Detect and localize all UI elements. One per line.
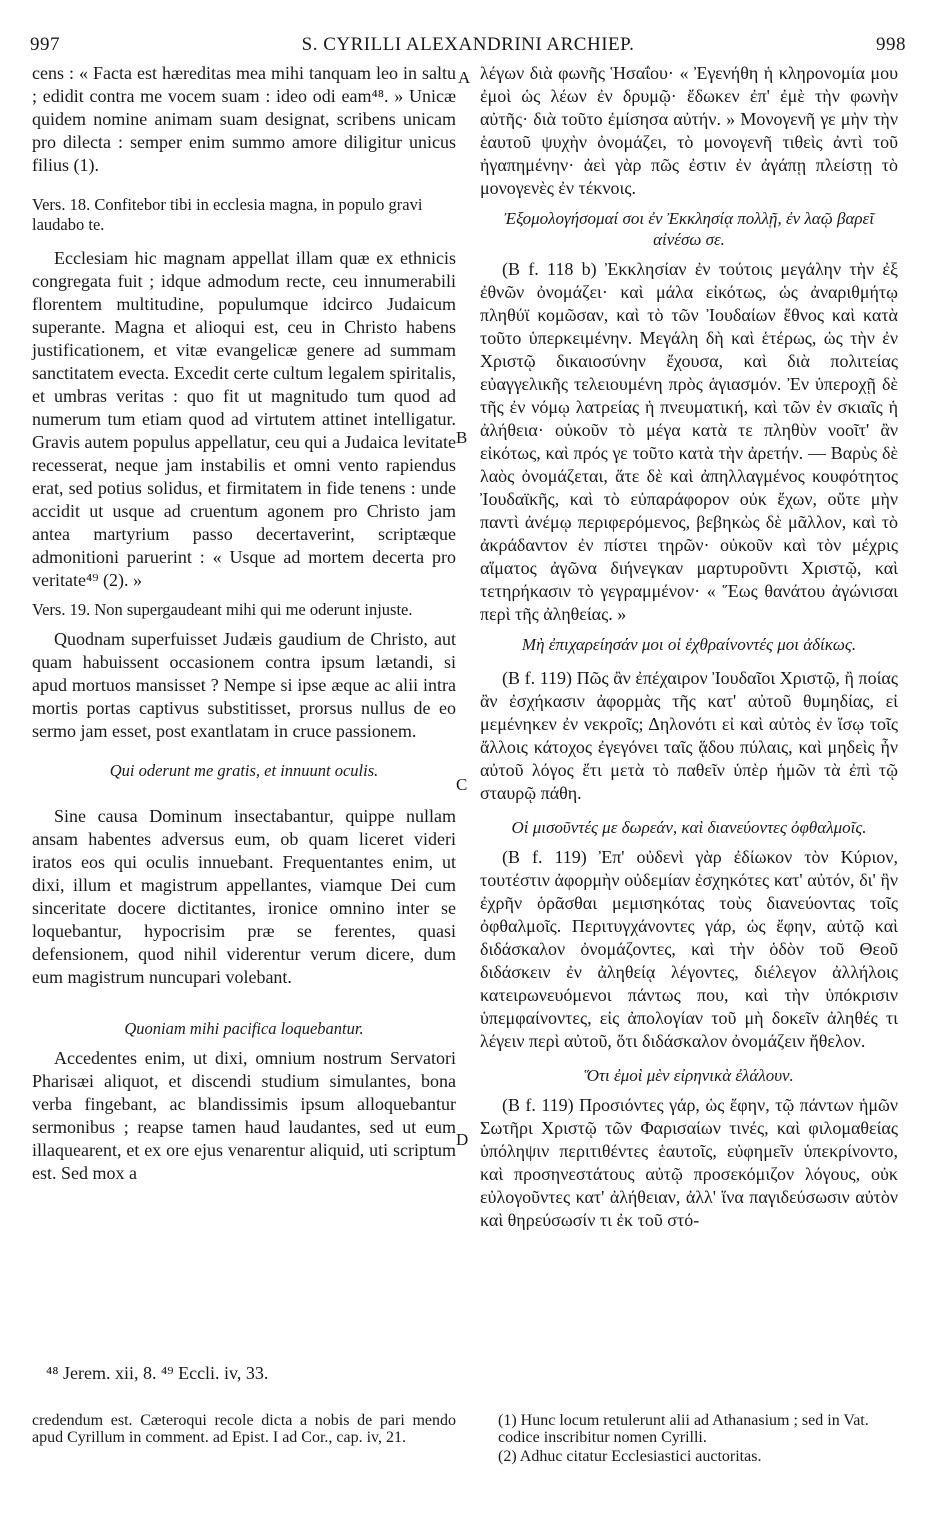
latin-paragraph-4: Sine causa Dominum insectabantur, quippe nullam ansam habentes adversus eum, ob quam liceret videri iratos eos qui oculis innuebant. Frequentantes enim, ut dixi, illum et magistrum appellantes, viamque Dei cum sinceritate docere dictitantes, ironice omnino inter se loquebantur, hypocrisim præ se ferentes, quasi defensionem, quod nihil viderentur verum dicere, dum eum magistrum nuncupari volebant. (32, 806, 456, 987)
page-header (30, 34, 906, 60)
greek-column (480, 62, 898, 1232)
footnote-1: (1) Hunc locum retulerunt alii ad Athanasium ; sed in Vat. codice inscribitur nomen Cyrilli. (498, 1412, 869, 1446)
margin-letter-d: D (456, 1130, 469, 1149)
margin-letter-b: B (456, 428, 468, 447)
latin-paragraph-1: cens : « Facta est hæreditas mea mihi tanquam leo in saltu ; edidit contra me vocem suam : ideo odi eam⁴⁸. » Unicæ quidem nomine animam suam designat, scribens unicam pro dilecta : semper enim summo amore diligitur unicus filius (1). (32, 63, 456, 175)
greek-verse-19: Μὴ ἐπιχαρείησάν μοι οἱ ἐχθραίνοντές μοι ἀδίκως. (521, 635, 857, 654)
greek-paragraph-2: (B f. 118 b) Ἐκκλησίαν ἐν τούτοις μεγάλην τὴν ἐξ ἐθνῶν ὀνομάζει· καὶ μάλα εἰκότως, ὡς ἀναριθμήτῳ πληθύϊ κομῶσαν, καὶ τὸ τῶν Ἰουδαίων ἔθνος καὶ κατὰ τοῦτο ὑπερκειμένην. Μεγάλη δὴ καὶ ἑτέρως, ὡς τὴν ἐν Χριστῷ δικαιοσύνην ἔχουσα, καὶ διὰ πολιτείας εὐαγγελικῆς τελειουμένη πρὸς ἁγιασμόν. Ἐν ὑπεροχῇ δὲ τῆς ἐν νόμῳ λατρείας ἡ πνευματική, καὶ τῶν ἐν σκιαῖς ἡ ἀλήθεια· οὐκοῦν τὸ μέγα κατὰ τε πληθὺν νοοῖτ' ἂν εἰκότως, καὶ πρός γε τοῦτο κατὰ τὴν ἀρετήν. — Βαρὺς δὲ λαὸς ὀνομάζεται, ἅτε δὲ καὶ ἀπηλλαγμένος κουφότητος Ἰουδαϊκῆς, καὶ τὸ εὐπαράφορον οὐκ ἔχων, οὔτε μὴν παντὶ ἀνέμῳ περιφερόμενος, βεβηκὼς δὲ μᾶλλον, καὶ τὸ ἀκράδαντον ἐν πίστει τηρῶν· οὐκοῦν καὶ τὸν μέχρις αἵματος ἀγῶνα διήνεγκαν μαρτυροῦντι Χριστῷ, καὶ τετηρήκασιν τὸ γεγραμμένον· « Ἕως θανάτου ἀγώνισαι περὶ τῆς ἀληθείας. » (480, 259, 898, 624)
margin-letter-a: A (458, 68, 471, 87)
latin-verse-18: Vers. 18. Confitebor tibi in ecclesia magna, in populo gravi laudabo te. (32, 195, 423, 234)
greek-verse-18: Ἐξομολογήσομαί σοι ἐν Ἐκκλησίᾳ πολλῇ, ἐν λαῷ βαρεῖ αἰνέσω σε. (504, 209, 874, 249)
greek-verse-20: Ὅτι ἐμοὶ μὲν εἰρηνικὰ ἐλάλουν. (584, 1066, 794, 1085)
greek-paragraph-3: (B f. 119) Πῶς ἂν ἐπέχαιρον Ἰουδαῖοι Χριστῷ, ἢ ποίας ἂν ἐσχήκασιν ἀφορμὰς τῆς κατ' αὐτοῦ θυμηδίας, εἰ μεμένηκεν ἐν νεκροῖς; Δηλονότι εἰ καὶ αὐτὸς ἐν ἴσῳ τοῖς ἄλλοις κάτοχος ἐγεγόνει ταῖς ᾅδου πύλαις, καὶ μηδεὶς ἦν αὐτοῦ λόγος ἔτι μετὰ τὸ παθεῖν ὑπὲρ ἡμῶν τὰ ἐπὶ τῷ σταυρῷ πάθη. (480, 668, 898, 803)
left-footnote: credendum est. Cæteroqui recole dicta a nobis de pari mendo apud Cyrillum in comment. ad Epist. I ad Cor., cap. iv, 21. (32, 1412, 456, 1446)
latin-verse-19: Vers. 19. Non supergaudeant mihi qui me oderunt injuste. (32, 600, 413, 619)
latin-verse-19b: Qui oderunt me gratis, et innuunt oculis. (109, 761, 379, 780)
latin-paragraph-2: Ecclesiam hic magnam appellat illam quæ ex ethnicis congregata fuit ; idque admodum recte, ceu innumerabili florentem multitudine, populumque idcirco Judaicum superante. Magna et alioqui est, ceu in Christo habens justificationem, et vitæ evangelicæ genere ad summam sanctitatem evecta. Excedit certe cultum legalem spiritalis, et umbras veritas : quo fit ut magnitudo tum quod ad numerum tum etiam quod ad virtutem attinet intelligatur. Gravis autem populus appellatur, ceu qui a Judaica levitate recesserat, neque jam instabilis et omni vento rapiendus erat, sed potius solidus, et firmitatem in fide tenens : unde accidit ut usque ad cruentum agonem pro Christo jam antea martyrium passo decertaverint, scriptæque admonitioni paruerint : « Usque ad mortem decerta pro veritate⁴⁹ (2). » (32, 248, 456, 590)
running-title: S. CYRILLI ALEXANDRINI ARCHIEP. (301, 34, 635, 55)
greek-paragraph-1: λέγων διὰ φωνῆς Ἡσαΐου· « Ἐγενήθη ἡ κληρονομία μου ἐμοὶ ὡς λέων ἐν δρυμῷ· ἔδωκεν ἐπ' ἐμὲ τὴν φωνὴν αὐτῆς· διὰ τοῦτο ἐμίσησα αὐτήν. » Μονογενῆ γε μὴν τὴν ἑαυτοῦ ψυχὴν ὀνομάζει, τὸ μονογενῆ τιθεὶς ἀντὶ τοῦ ἠγαπημένην· ἀεὶ γὰρ πῶς ἐστιν ἐν ἀγάπῃ πλείστῃ τὸ μονογενὲς ἐν τέκνοις. (480, 63, 898, 198)
latin-paragraph-5: Accedentes enim, ut dixi, omnium nostrum Servatori Pharisæi aliquot, et discendi studium simulantes, bona verba fingebant, ac blandissimis ipsum alloquebantur sermonibus ; reapse tamen haud laudantes, sed ut eum illaquearent, et ex ore ejus venarentur aliquid, uti scriptum est. Sed mox a (32, 1048, 456, 1183)
latin-column (32, 62, 456, 1185)
footnote-2: (2) Adhuc citatur Ecclesiastici auctoritas. (498, 1448, 762, 1465)
greek-paragraph-5: (B f. 119) Προσιόντες γάρ, ὡς ἔφην, τῷ πάντων ἡμῶν Σωτῆρι Χριστῷ τῶν Φαρισαίων τινές, καὶ φιλομαθείας ὑπόληψιν περιτιθέντες ἑαυτοῖς, εὐφημεῖν ὑπεκρίνοντο, καὶ προσηνεστάτους αὐτῷ προσεκόμιζον λόγους, οὐκ εὐλογοῦντες κατ' ἀλήθειαν, ἀλλ' ἵνα παγιδεύσωσιν αὐτὸν καὶ θηρεύσωσίν τι ἐκ τοῦ στό- (480, 1095, 898, 1230)
scripture-references: ⁴⁸ Jerem. xii, 8. ⁴⁹ Eccli. iv, 33. (46, 1363, 269, 1383)
page-number-left: 997 (30, 34, 60, 55)
margin-letter-c: C (456, 775, 468, 794)
page-number-right: 998 (876, 34, 906, 55)
greek-paragraph-4: (B f. 119) Ἐπ' οὐδενὶ γὰρ ἐδίωκον τὸν Κύριον, τουτέστιν ἀφορμὴν οὐδεμίαν ἐσχηκότες κατ' αὐτόν, δι' ἣν ἐχρῆν ὁρᾶσθαι μεμισηκότας τοὺς διανεύοντας τοῖς ὀφθαλμοῖς. Περιτυγχάνοντες γάρ, ὡς ἔφην, αὐτῷ καὶ διδάσκαλον ὀνομάζοντες, καὶ τὴν ὁδὸν τοῦ Θεοῦ διδάσκειν ἐν ἀληθείᾳ λέγοντες, διέλεγον ἀλλήλοις κατειρωνευόμενοι πάντως που, καὶ τὴν ὑπόκρισιν ὑπεμφαίνοντες, εἰς ἀπολογίαν τοῦ μὴ δοκεῖν ἀληθές τι λέγειν περὶ αὐτοῦ, ὅτι διδάσκαλον ὀνομάζειν ἤθελον. (480, 847, 898, 1051)
latin-paragraph-3: Quodnam superfuisset Judæis gaudium de Christo, aut quam habuissent occasionem contra ipsum lætandi, si apud mortuos mansisset ? Nempe si ipse æque ac alii intra mortis portas captivus substitisset, prorsus nullus de eo sermo jam esset, post exantlatam in cruce passionem. (32, 629, 456, 741)
latin-verse-20: Quoniam mihi pacifica loquebantur. (124, 1019, 364, 1038)
greek-verse-19b: Οἱ μισοῦντές με δωρεάν, καὶ διανεύοντες ὀφθαλμοῖς. (511, 818, 867, 837)
